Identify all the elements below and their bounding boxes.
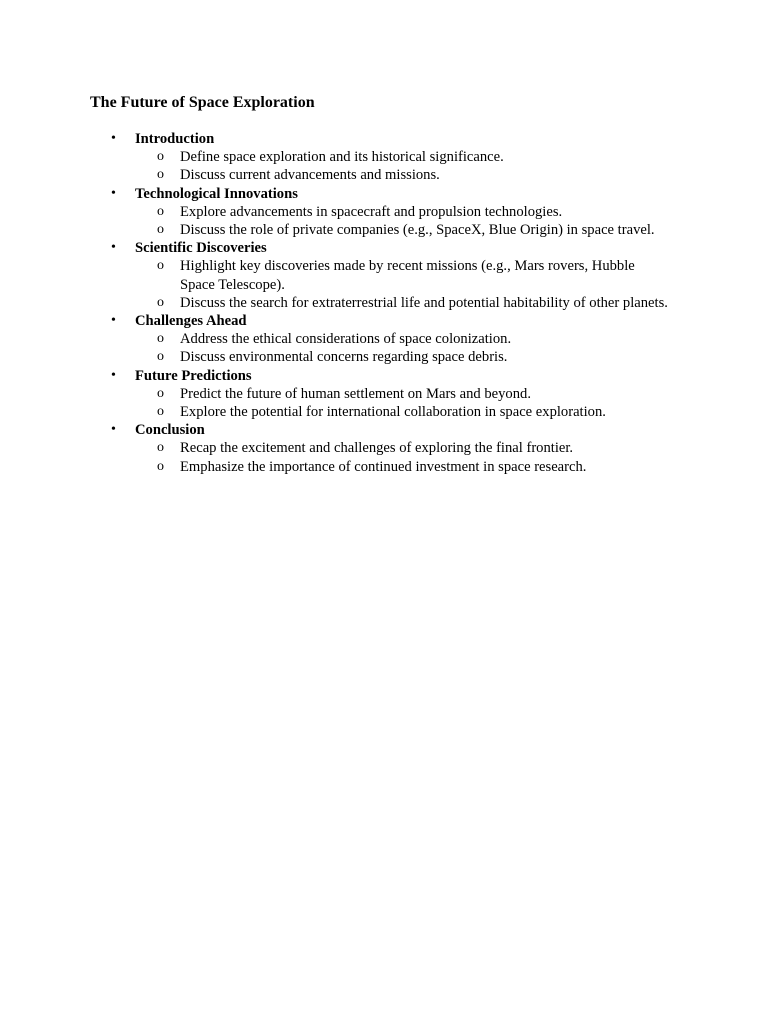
section-introduction bbox=[0, 130, 768, 185]
list-item bbox=[157, 221, 768, 239]
sub-bullet-icon: o bbox=[157, 203, 164, 219]
section-scientific-discoveries bbox=[0, 239, 768, 312]
bullet-icon: • bbox=[111, 313, 116, 329]
list-item bbox=[157, 166, 672, 184]
sub-bullet-icon: o bbox=[157, 222, 164, 238]
sub-list bbox=[135, 385, 768, 421]
document-title: The Future of Space Exploration bbox=[90, 94, 315, 111]
list-item bbox=[157, 203, 672, 221]
sub-bullet-icon: o bbox=[157, 294, 164, 310]
outline-list bbox=[0, 130, 768, 476]
list-item bbox=[157, 403, 672, 421]
list-item-text: Discuss the search for extraterrestrial life and potential habitability of other planets. bbox=[180, 294, 668, 311]
list-item bbox=[157, 439, 672, 457]
bullet-icon: • bbox=[111, 131, 116, 146]
section-heading: Conclusion bbox=[135, 422, 205, 439]
section-heading: Introduction bbox=[135, 131, 215, 147]
list-item bbox=[157, 458, 672, 476]
sub-bullet-icon: o bbox=[157, 385, 164, 401]
section-future-predictions bbox=[0, 367, 768, 422]
section-heading: Technological Innovations bbox=[135, 185, 298, 202]
section-technological-innovations bbox=[0, 185, 768, 240]
list-item bbox=[157, 348, 672, 366]
sub-bullet-icon: o bbox=[157, 349, 164, 365]
list-item bbox=[157, 294, 672, 312]
list-item-text: Address the ethical considerations of space colonization. bbox=[180, 331, 512, 348]
section-conclusion bbox=[0, 421, 768, 476]
sub-list bbox=[135, 439, 768, 475]
list-item bbox=[157, 148, 672, 166]
bullet-icon: • bbox=[111, 240, 116, 256]
sub-bullet-icon: o bbox=[157, 440, 164, 456]
sub-list bbox=[135, 203, 768, 239]
sub-list bbox=[135, 148, 768, 184]
sub-bullet-icon: o bbox=[157, 458, 164, 474]
bullet-icon: • bbox=[111, 422, 116, 438]
sub-bullet-icon: o bbox=[157, 404, 164, 420]
list-item-text: Highlight key discoveries made by recent missions (e.g., Mars rovers, Hubble Space Telescope). bbox=[180, 258, 635, 293]
sub-bullet-icon: o bbox=[157, 167, 164, 183]
list-item-text: Discuss environmental concerns regarding space debris. bbox=[180, 349, 508, 366]
section-challenges-ahead bbox=[0, 312, 768, 367]
list-item-text: Emphasize the importance of continued investment in space research. bbox=[180, 458, 587, 475]
sub-list bbox=[135, 257, 768, 312]
section-heading: Future Predictions bbox=[135, 367, 252, 384]
sub-bullet-icon: o bbox=[157, 149, 164, 165]
list-item bbox=[157, 257, 672, 293]
sub-list bbox=[135, 330, 768, 366]
list-item-text: Discuss the role of private companies (e.g., SpaceX, Blue Origin) in space travel. bbox=[180, 222, 655, 239]
list-item bbox=[157, 385, 672, 403]
list-item-text: Discuss current advancements and missions. bbox=[180, 167, 440, 184]
list-item-text: Predict the future of human settlement on Mars and beyond. bbox=[180, 385, 531, 402]
list-item-text: Explore advancements in spacecraft and propulsion technologies. bbox=[180, 203, 563, 220]
list-item-text: Explore the potential for international collaboration in space exploration. bbox=[180, 404, 606, 421]
list-item bbox=[157, 330, 672, 348]
section-heading: Challenges Ahead bbox=[135, 313, 247, 330]
section-heading: Scientific Discoveries bbox=[135, 240, 267, 257]
sub-bullet-icon: o bbox=[157, 258, 164, 274]
bullet-icon: • bbox=[111, 367, 116, 383]
sub-bullet-icon: o bbox=[157, 331, 164, 347]
list-item-text: Define space exploration and its historical significance. bbox=[180, 149, 504, 166]
list-item-text: Recap the excitement and challenges of exploring the final frontier. bbox=[180, 440, 574, 457]
bullet-icon: • bbox=[111, 185, 116, 201]
